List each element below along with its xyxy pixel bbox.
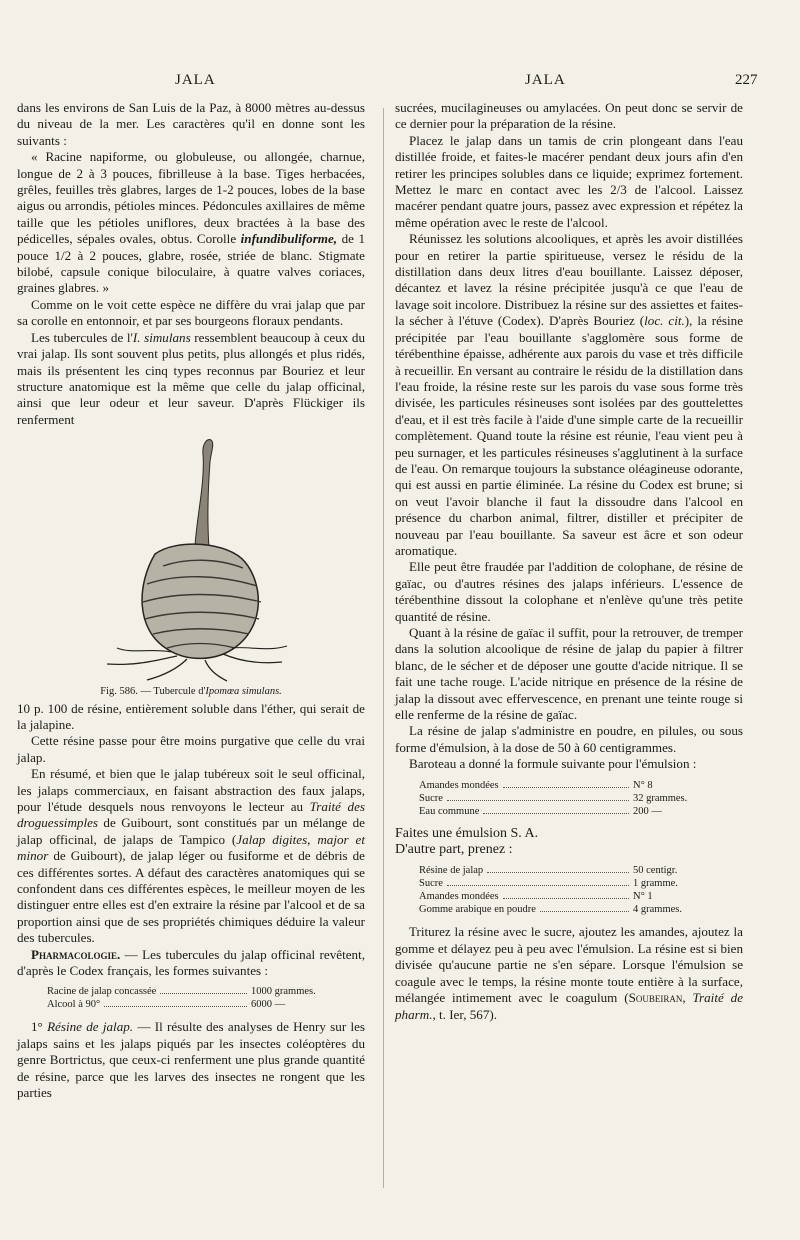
recipe-row: Eau commune 200 — bbox=[419, 805, 662, 817]
subheading: D'autre part, prenez : bbox=[395, 842, 513, 858]
paragraph: 10 p. 100 de résine, entièrement soluble dans l'éther, qui serait de la jalapine. bbox=[17, 700, 365, 732]
paragraph: Quant à la résine de gaïac il suffit, pour la retrouver, de tremper dans la solution alcoolique de résine de jalap du papier à filtrer blanc, de le sécher et de déposer une goutte d'acide nitrique. Il se fait une tache rouge. L'acide nitrique en présence de la résine de jalap la dissout avec effervescence, en prenant une teinte rouge si elle renferme de la résine de gaïac. bbox=[395, 625, 743, 723]
recipe-row: Gomme arabique en poudre 4 grammes. bbox=[419, 904, 682, 916]
page-number: 227 bbox=[735, 72, 758, 88]
recipe-row: Racine de jalap concassée 1000 grammes. bbox=[47, 986, 316, 998]
paragraph: dans les environs de San Luis de la Paz, à 8000 mètres au-dessus du niveau de la mer. Les caractères qu'il en donne sont les suivants : bbox=[17, 100, 365, 148]
paragraph: Baroteau a donné la formule suivante pour l'émulsion : bbox=[409, 756, 697, 772]
paragraph: Elle peut être fraudée par l'addition de colophane, de résine de gaïac, ou d'autres résines des jalaps inférieurs. L'essence de térébenthine dissout la colophane et n'enlève qu'une très petite quantité de résine. bbox=[395, 559, 743, 624]
column-divider bbox=[383, 108, 384, 1188]
paragraph: Pharmacologie. — Les tubercules du jalap officinal revêtent, d'après le Codex français, les formes suivantes : bbox=[17, 946, 365, 979]
recipe-table bbox=[395, 779, 743, 818]
right-column bbox=[395, 100, 743, 1023]
paragraph: sucrées, mucilagineuses ou amylacées. On peut donc se servir de ce dernier pour la préparation de la résine. bbox=[395, 100, 743, 132]
running-head-right: JALA bbox=[525, 72, 566, 88]
paragraph: Réunissez les solutions alcooliques, et après les avoir distillées pour en retirer la partie spiritueuse, versez le résidu de la distillation dans deux litres d'eau bouillante. Laissez déposer, décantez et lavez la résine précipitée jusqu'à ce que l'eau de lavage soit incolore. Distribuez la résine sur des assiettes et faites-la sécher à l'étuve (Codex). D'après Bouriez (loc. cit.), la résine précipitée par l'eau bouillante s'agglomère sous forme de térébenthine épaisse, adhérente aux parois du vase et très difficile à recueillir. En versant au contraire le résidu de la distillation dans l'eau froide, la résine reste sur les parois du vase sous forme très divisée, les particules résineuses sont isolées par des gouttelettes d'eau, et il est très facile à l'aide d'une simple carte de la recueillir complètement. Quand toute la résine est réunie, l'eau vient peu à peu surnager, et les particules résineuses s'agglutinent à la surface de l'eau. On remarque toujours la substance oléagineuse odorante, qui est aussi en partie éliminée. La résine du Codex est brune; si on veut l'avoir blanche il faut la dissoudre dans l'alcool en présence du charbon animal, filtrer, distiller et précipiter de nouveau par l'eau bouillante. Sa saveur est âcre et son odeur aromatique. bbox=[395, 231, 744, 558]
tuber-illustration bbox=[17, 434, 365, 684]
recipe-row: Résine de jalap 50 centigr. bbox=[419, 865, 678, 877]
subheading: Faites une émulsion S. A. bbox=[395, 825, 539, 841]
paragraph: Les tubercules de l'I. simulans ressemblent beaucoup à ceux du vrai jalap. Ils sont souvent plus petits, plus allongés et plus ridés, mais ils présentent les cinq types reconnus par Bouriez et leur structure anatomique est la même que celle du jalap officinal, ainsi que leur odeur et leur saveur. D'après Flückiger ils renferment bbox=[17, 329, 365, 427]
figure-caption: Fig. 586. — Tubercule d'Ipomœa simulans. bbox=[100, 686, 282, 698]
paragraph: 1° Résine de jalap. — Il résulte des analyses de Henry sur les jalaps sains et les jalaps piqués par les insectes coléoptères du genre Bortrictus, que ceux-ci renferment une plus grande quantité de résine, parce que les larves des insectes ne rongent que les parties bbox=[17, 1019, 365, 1101]
recipe-row: Sucre 32 grammes. bbox=[419, 792, 688, 804]
recipe-table bbox=[395, 864, 743, 916]
recipe-row: Amandes mondées N° 1 bbox=[419, 891, 653, 903]
paragraph: Comme on le voit cette espèce ne diffère du vrai jalap que par sa corolle en entonnoir, et par ses bourgeons floraux pendants. bbox=[17, 296, 365, 329]
recipe-row: Amandes mondées N° 8 bbox=[419, 779, 653, 791]
recipe-row: Sucre 1 gramme. bbox=[419, 878, 678, 890]
paragraph: Placez le jalap dans un tamis de crin plongeant dans l'eau distillée froide, et faites-le macérer pendant deux jours afin d'en retirer les principes solubles dans ce liquide; exprimez fortement. Mettez le marc en contact avec les 2/3 de l'alcool. Laissez macérer pendant quatre jours, passez avec expression et répétez la même opération avec le reste de l'alcool. bbox=[395, 132, 743, 230]
left-column bbox=[17, 100, 365, 1101]
paragraph: « Racine napiforme, ou globuleuse, ou allongée, charnue, longue de 2 à 3 pouces, fibrilleuse à la base. Tiges herbacées, grêles, feuilles très glabres, larges de 1-2 pouces, lobes de la base aigus ou arrondis, pétioles minces. Pédoncules axillaires de même taille que les pétioles uniflores, deux bractées à la base des pédicelles, sépales ovales, obtus. Corolle infundibuliforme, de 1 pouce 1/2 à 2 pouces, glabre, rosée, striée de blanc. Stigmate bilobé, capsule conique biloculaire, à quatre valves coriaces, graines glabres. » bbox=[17, 149, 366, 296]
recipe-table bbox=[17, 985, 365, 1011]
paragraph: La résine de jalap s'administre en poudre, en pilules, ou sous forme d'émulsion, à la dose de 50 à 60 centigrammes. bbox=[395, 723, 743, 755]
recipe-row: Alcool à 90° 6000 — bbox=[47, 999, 286, 1011]
paragraph: Triturez la résine avec le sucre, ajoutez les amandes, ajoutez la gomme et délayez peu à peu avec l'émulsion. La résine est si bien divisée qu'aucune partie ne s'en sépare. Lorsque l'émulsion se coagule avec le temps, la résine monte toute entière à la surface, mélangée intimement avec le coagulum (Soubeiran, Traité de pharm., t. Ier, 567). bbox=[395, 924, 743, 1022]
paragraph: En résumé, et bien que le jalap tubéreux soit le seul officinal, les jalaps commerciaux, en faisant abstraction des faux jalaps, pour l'étude desquels nous renvoyons le lecteur au Traité des droguessimples de Guibourt, sont constitués par un mélange de jalap officinal, de jalaps de Tampico (Jalap digites, major et minor de Guibourt), de jalap léger ou fusiforme et de débris de ces différentes sortes. A défaut des caractères anatomiques qui se confondent dans ces différentes espèces, le meilleur moyen de les distinguer entre elles est d'en extraire la résine par l'alcool et de sa proportion ainsi que de ses propriétés chimiques déduire la valeur des tubercules. bbox=[17, 766, 365, 946]
running-head-left: JALA bbox=[175, 72, 216, 88]
paragraph: Cette résine passe pour être moins purgative que celle du vrai jalap. bbox=[17, 733, 365, 765]
